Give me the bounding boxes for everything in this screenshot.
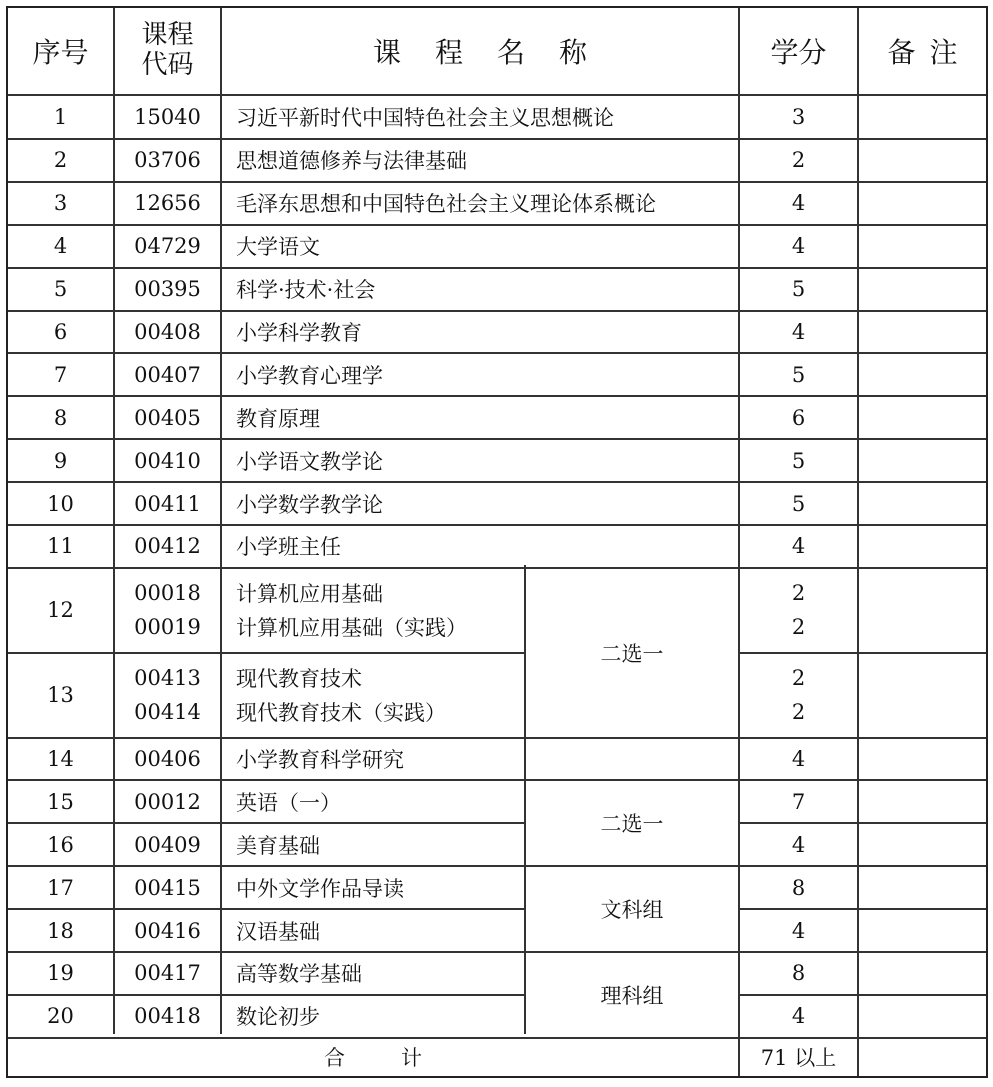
group-label: 二选一 <box>600 641 664 666</box>
row-course-name: 小学教育心理学 <box>236 363 383 388</box>
row-seq: 17 <box>47 875 74 900</box>
row-note <box>859 268 986 311</box>
row-note <box>859 353 986 396</box>
row-credit: 4 <box>791 1004 806 1029</box>
header-code <box>115 8 220 94</box>
row-course-name: 中外文学作品导读 <box>236 876 404 901</box>
row-note <box>859 96 986 139</box>
row-course-name: 高等数学基础 <box>236 962 362 987</box>
row-credit: 4 <box>791 191 806 216</box>
row-note <box>859 225 986 268</box>
row-seq: 3 <box>53 191 68 216</box>
row-code: 00418 <box>134 1004 201 1029</box>
row-credit: 8 <box>791 961 806 986</box>
row-credit: 4 <box>791 319 806 344</box>
row-note <box>859 525 986 568</box>
row-course-name: 科学·技术·社会 <box>236 278 376 303</box>
row-course-name: 小学科学教育 <box>236 320 362 345</box>
row-seq: 12 <box>47 598 74 623</box>
row-seq: 13 <box>47 683 74 708</box>
row-code: 15040 <box>134 105 201 130</box>
row-note <box>859 439 986 482</box>
row-code: 00406 <box>134 746 201 771</box>
header-seq: 序号 <box>32 36 89 69</box>
row-seq: 15 <box>47 789 74 814</box>
row-seq: 9 <box>53 448 68 473</box>
row-code: 00411 <box>134 491 201 516</box>
row-course-name: 计算机应用基础（实践） <box>236 616 467 641</box>
row-course-name: 思想道德修养与法律基础 <box>236 149 467 174</box>
row-course-name: 汉语基础 <box>236 919 320 944</box>
row-code: 00405 <box>134 405 201 430</box>
row-seq: 1 <box>53 105 68 130</box>
row-note <box>859 482 986 525</box>
row-credit: 4 <box>791 832 806 857</box>
row-seq: 6 <box>53 319 68 344</box>
row-credit: 4 <box>791 234 806 259</box>
row-credit: 4 <box>791 918 806 943</box>
row-code: 00413 <box>134 665 201 690</box>
row-note <box>859 311 986 354</box>
row-code: 00409 <box>134 832 201 857</box>
total-credit: 71 以上 <box>760 1045 837 1070</box>
row-seq: 16 <box>47 832 74 857</box>
row-credit: 2 <box>791 148 806 173</box>
row-credit: 5 <box>791 491 806 516</box>
row-code: 00395 <box>134 277 201 302</box>
row-note <box>859 396 986 439</box>
row-credit: 6 <box>791 405 806 430</box>
row-credit: 5 <box>791 277 806 302</box>
row-credit: 2 <box>791 700 806 725</box>
row-code: 00414 <box>134 700 201 725</box>
row-code: 00019 <box>134 615 201 640</box>
group-label: 二选一 <box>600 812 664 837</box>
total-label: 合计 <box>324 1045 478 1070</box>
row-course-name: 现代教育技术（实践） <box>236 701 446 726</box>
row-credit: 7 <box>791 789 806 814</box>
row-code: 00412 <box>134 534 201 559</box>
row-seq: 14 <box>47 746 74 771</box>
row-code: 00407 <box>134 362 201 387</box>
row-note <box>859 568 986 653</box>
row-seq: 11 <box>47 534 74 559</box>
row-course-name: 大学语文 <box>236 235 320 260</box>
row-course-name: 数论初步 <box>236 1005 320 1030</box>
row-code: 00416 <box>134 918 201 943</box>
row-credit: 5 <box>791 448 806 473</box>
header-name: 课程名称 <box>372 36 621 69</box>
row-note <box>859 139 986 182</box>
row-course-name: 毛泽东思想和中国特色社会主义理论体系概论 <box>236 192 656 217</box>
row-note <box>859 182 986 225</box>
header-code-line2: 代码 <box>141 50 194 80</box>
row-seq: 19 <box>47 961 74 986</box>
row-code: 03706 <box>134 148 201 173</box>
row-course-name: 小学班主任 <box>236 535 341 560</box>
row-code: 00417 <box>134 961 201 986</box>
row-code: 00410 <box>134 448 201 473</box>
row-seq: 20 <box>47 1004 74 1029</box>
row-course-name: 小学语文教学论 <box>236 449 383 474</box>
header-note: 备注 <box>887 36 972 69</box>
row-seq: 7 <box>53 362 68 387</box>
row-seq: 5 <box>53 277 68 302</box>
header-credit: 学分 <box>770 36 827 69</box>
course-table <box>6 6 988 1078</box>
row-course-name: 小学教育科学研究 <box>236 747 404 772</box>
header-code-line1: 课程 <box>141 20 194 51</box>
row-course-name: 美育基础 <box>236 833 320 858</box>
row-code: 00012 <box>134 789 201 814</box>
row-seq: 2 <box>53 148 68 173</box>
row-code: 00408 <box>134 319 201 344</box>
row-note <box>859 653 986 738</box>
row-credit: 2 <box>791 665 806 690</box>
row-code: 00415 <box>134 875 201 900</box>
row-credit: 4 <box>791 746 806 771</box>
row-code: 00018 <box>134 581 201 606</box>
row-seq: 4 <box>53 234 68 259</box>
row-credit: 2 <box>791 615 806 640</box>
row-code: 12656 <box>134 191 201 216</box>
row-course-name: 现代教育技术 <box>236 666 362 691</box>
row-course-name: 计算机应用基础 <box>236 582 383 607</box>
row-seq: 10 <box>47 491 74 516</box>
row-divider <box>8 567 986 569</box>
row-seq: 18 <box>47 918 74 943</box>
row-credit: 4 <box>791 534 806 559</box>
row-seq: 8 <box>53 405 68 430</box>
row-course-name: 英语（一） <box>236 790 341 815</box>
group-label: 理科组 <box>600 983 664 1008</box>
row-course-name: 习近平新时代中国特色社会主义思想概论 <box>236 106 614 131</box>
row-course-name: 小学数学教学论 <box>236 492 383 517</box>
row-credit: 5 <box>791 362 806 387</box>
row-code: 04729 <box>134 234 201 259</box>
row-credit: 2 <box>791 581 806 606</box>
row-credit: 8 <box>791 875 806 900</box>
row-credit: 3 <box>791 105 806 130</box>
row-course-name: 教育原理 <box>236 406 320 431</box>
group-label: 文科组 <box>600 898 664 923</box>
